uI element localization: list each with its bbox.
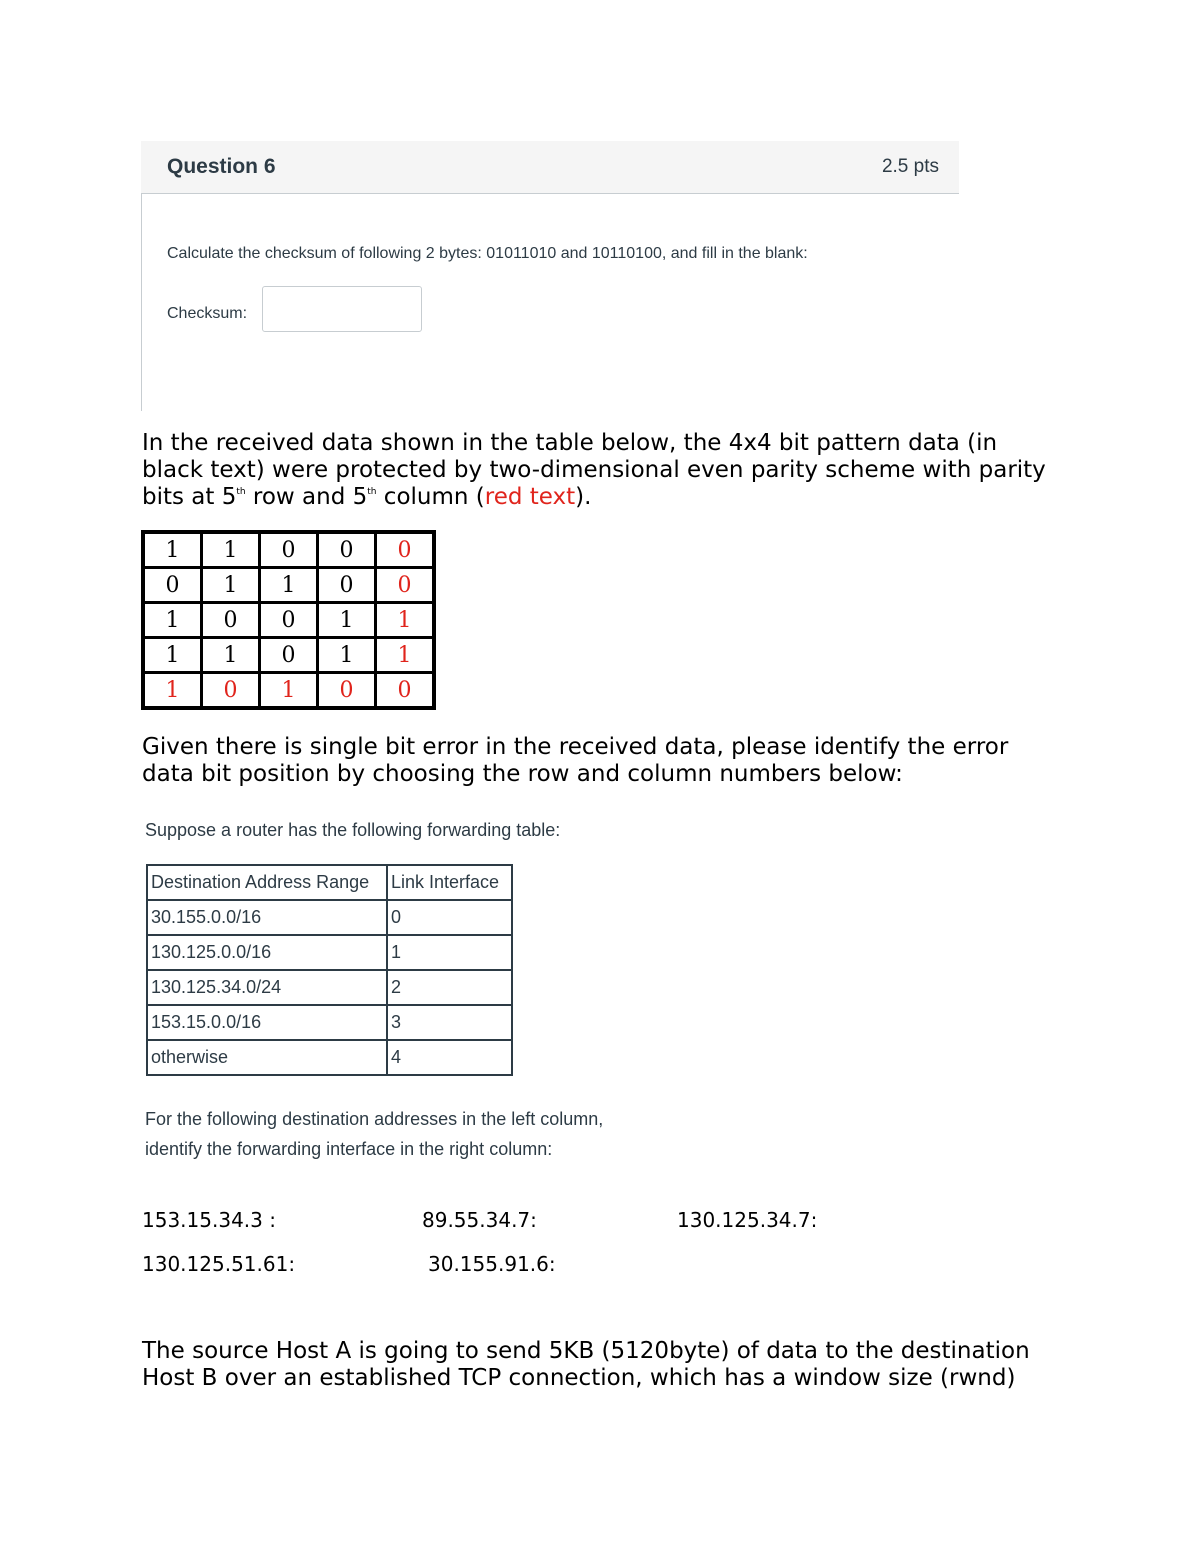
parity-row (143, 603, 434, 638)
question-card (141, 141, 959, 411)
destination-cell: 130.125.34.0/24 (147, 970, 387, 1005)
parity-bit-cell: 1 (376, 638, 435, 673)
table-row (147, 935, 512, 970)
destination-cell: 130.125.0.0/16 (147, 935, 387, 970)
parity-bit-cell: 0 (318, 673, 376, 709)
interface-cell: 2 (387, 970, 512, 1005)
table-header-row (147, 865, 512, 900)
data-bit-cell: 0 (260, 603, 318, 638)
parity-table (141, 530, 436, 710)
data-bit-cell: 1 (318, 603, 376, 638)
parity-bit-cell: 0 (202, 673, 260, 709)
destination-cell: 30.155.0.0/16 (147, 900, 387, 935)
address-item: 89.55.34.7: (422, 1208, 537, 1232)
data-bit-cell: 1 (202, 638, 260, 673)
question-points: 2.5 pts (881, 156, 939, 177)
question-header (141, 141, 959, 194)
forwarding-instruction: For the following destination addresses in the left column, identify the forwarding interface in the right column: (145, 1109, 604, 1159)
forwarding-table (146, 864, 513, 1076)
parity-bit-cell: 1 (143, 673, 202, 709)
card-border (141, 193, 142, 411)
parity-bit-cell: 1 (376, 603, 435, 638)
table-row (147, 1040, 512, 1075)
parity-intro: In the received data shown in the table below, the 4x4 bit pattern data (in black text) were protected by two-dimensional even parity scheme with parity bits at 5th row and 5th column (red text). (142, 430, 1046, 510)
data-bit-cell: 0 (260, 532, 318, 568)
interface-cell: 3 (387, 1005, 512, 1040)
checksum-input[interactable] (262, 286, 422, 332)
parity-bit-cell: 0 (376, 532, 435, 568)
data-bit-cell: 0 (318, 532, 376, 568)
data-bit-cell: 1 (202, 568, 260, 603)
interface-cell: 4 (387, 1040, 512, 1075)
parity-row (143, 532, 434, 568)
data-bit-cell: 1 (260, 568, 318, 603)
address-item: 30.155.91.6: (428, 1252, 556, 1276)
address-item: 153.15.34.3 : (142, 1208, 276, 1232)
data-bit-cell: 1 (202, 532, 260, 568)
data-bit-cell: 0 (318, 568, 376, 603)
header-destination: Destination Address Range (147, 865, 387, 900)
parity-row (143, 568, 434, 603)
data-bit-cell: 1 (143, 603, 202, 638)
data-bit-cell: 1 (143, 638, 202, 673)
question-prompt: Calculate the checksum of following 2 bytes: 01011010 and 10110100, and fill in the blank: (167, 245, 808, 262)
parity-bit-cell: 1 (260, 673, 318, 709)
header-interface: Link Interface (387, 865, 512, 900)
destination-cell: 153.15.0.0/16 (147, 1005, 387, 1040)
parity-question: Given there is single bit error in the received data, please identify the error data bit position by choosing the row and column numbers below: (142, 734, 1009, 787)
data-bit-cell: 1 (143, 532, 202, 568)
checksum-label: Checksum: (167, 305, 248, 322)
parity-bit-cell: 0 (376, 673, 435, 709)
question-title: Question 6 (167, 155, 276, 178)
parity-bit-cell: 0 (376, 568, 435, 603)
parity-row (143, 673, 434, 709)
interface-cell: 1 (387, 935, 512, 970)
table-row (147, 900, 512, 935)
forwarding-title: Suppose a router has the following forwarding table: (145, 820, 561, 840)
interface-cell: 0 (387, 900, 512, 935)
tcp-question: The source Host A is going to send 5KB (5120byte) of data to the destination Host B over an established TCP connection, which has a window size (rwnd) (142, 1338, 1030, 1391)
address-item: 130.125.34.7: (677, 1208, 818, 1232)
data-bit-cell: 1 (318, 638, 376, 673)
data-bit-cell: 0 (260, 638, 318, 673)
data-bit-cell: 0 (143, 568, 202, 603)
table-row (147, 1005, 512, 1040)
parity-row (143, 638, 434, 673)
table-row (147, 970, 512, 1005)
address-item: 130.125.51.61: (142, 1252, 296, 1276)
data-bit-cell: 0 (202, 603, 260, 638)
destination-cell: otherwise (147, 1040, 387, 1075)
